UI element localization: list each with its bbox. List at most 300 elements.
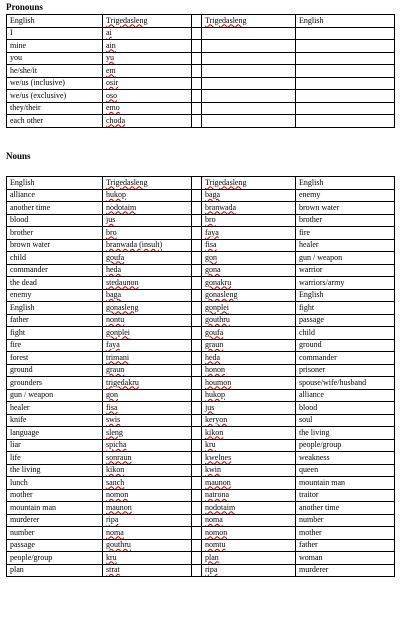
trigedasleng-cell (103, 252, 192, 265)
english-cell-text: he/she/it (10, 65, 38, 75)
trigedasleng-cell-text: nomon (106, 490, 129, 500)
column-header-label: English (299, 177, 324, 187)
trigedasleng-cell (202, 202, 296, 215)
spacer-cell (192, 564, 202, 577)
table-row (7, 252, 395, 265)
trigedasleng-cell (202, 489, 296, 502)
trigedasleng-cell-text: fisa (106, 402, 118, 412)
english-cell (296, 377, 395, 390)
table-row (7, 27, 395, 40)
spacer-cell (192, 40, 202, 53)
trigedasleng-cell (202, 115, 296, 128)
trigedasleng-cell-text: ripa (106, 515, 119, 525)
english-cell-text: English (10, 302, 35, 312)
trigedasleng-cell (202, 414, 296, 427)
english-cell-text: brother (10, 227, 34, 237)
english-cell (296, 277, 395, 290)
english-cell (7, 102, 103, 115)
english-cell (7, 314, 103, 327)
trigedasleng-cell (103, 352, 192, 365)
spacer-cell (192, 514, 202, 527)
column-header (296, 15, 395, 28)
trigedasleng-cell (103, 527, 192, 540)
trigedasleng-cell-text: gona (205, 265, 221, 275)
table-row (7, 339, 395, 352)
trigedasleng-cell-text: noma (106, 527, 124, 537)
table-row (7, 539, 395, 552)
spacer-cell (192, 214, 202, 227)
trigedasleng-cell (202, 352, 296, 365)
trigedasleng-cell-text: hukop (205, 390, 225, 400)
english-cell-text: the dead (10, 277, 37, 287)
english-cell (7, 514, 103, 527)
trigedasleng-cell (103, 189, 192, 202)
column-header-label: English (10, 15, 35, 25)
english-cell-text: mountain man (10, 502, 56, 512)
trigedasleng-cell (202, 52, 296, 65)
trigedasleng-cell (103, 439, 192, 452)
spacer-cell (192, 102, 202, 115)
english-cell-text: mine (10, 40, 26, 50)
english-cell (296, 202, 395, 215)
nouns-section-title: Nouns (6, 151, 31, 161)
english-cell (296, 427, 395, 440)
english-cell-text: enemy (299, 190, 321, 200)
table-row (7, 90, 395, 103)
trigedasleng-cell-text: gon (106, 390, 118, 400)
english-cell-text: people/group (10, 552, 53, 562)
trigedasleng-cell (202, 102, 296, 115)
english-cell-text: commander (10, 265, 48, 275)
trigedasleng-cell-text: gouthru (106, 540, 131, 550)
spacer-cell (192, 389, 202, 402)
trigedasleng-cell-text: stedaunon (106, 277, 139, 287)
english-cell (7, 477, 103, 490)
english-cell (296, 439, 395, 452)
english-cell (296, 77, 395, 90)
trigedasleng-cell-text: kwelnes (205, 452, 232, 462)
english-cell (296, 352, 395, 365)
english-cell (7, 115, 103, 128)
spacer-cell (192, 502, 202, 515)
english-cell (7, 289, 103, 302)
english-cell (7, 277, 103, 290)
english-cell-text: life (10, 452, 21, 462)
english-cell (7, 90, 103, 103)
trigedasleng-cell (103, 327, 192, 340)
trigedasleng-cell-text: ain (106, 40, 116, 50)
trigedasleng-cell (202, 514, 296, 527)
table-row (7, 439, 395, 452)
table-row (7, 389, 395, 402)
english-cell-text: language (10, 427, 39, 437)
english-cell (7, 414, 103, 427)
spacer-cell (192, 115, 202, 128)
trigedasleng-cell-text: kwin (205, 465, 221, 475)
english-cell (296, 90, 395, 103)
trigedasleng-cell-text: emo (106, 103, 120, 113)
english-cell (296, 414, 395, 427)
english-cell-text: blood (299, 402, 318, 412)
table-row (7, 377, 395, 390)
english-cell-text: commander (299, 352, 337, 362)
english-cell (7, 27, 103, 40)
trigedasleng-cell-text: plan (205, 552, 219, 562)
english-cell-text: murderer (299, 565, 329, 575)
english-cell (7, 40, 103, 53)
trigedasleng-cell (202, 214, 296, 227)
trigedasleng-cell (103, 402, 192, 415)
english-cell-text: number (10, 527, 35, 537)
english-cell (296, 27, 395, 40)
english-cell (296, 514, 395, 527)
table-row (7, 214, 395, 227)
english-cell-text: mother (10, 490, 33, 500)
table-row (7, 52, 395, 65)
english-cell (296, 452, 395, 465)
english-cell-text: gun / weapon (10, 390, 54, 400)
table-row (7, 527, 395, 540)
trigedasleng-cell (103, 65, 192, 78)
column-header-label: Trigedasleng (106, 15, 148, 25)
table-row (7, 452, 395, 465)
table-row (7, 502, 395, 515)
trigedasleng-cell-text: trimani (106, 352, 130, 362)
english-cell-text: another time (10, 202, 51, 212)
english-cell (7, 264, 103, 277)
spacer-cell (192, 52, 202, 65)
column-header (7, 177, 103, 190)
trigedasleng-cell (202, 289, 296, 302)
english-cell (296, 252, 395, 265)
english-cell (296, 189, 395, 202)
english-cell-text: enemy (10, 290, 32, 300)
column-header (296, 177, 395, 190)
trigedasleng-cell-text: nomon (205, 527, 228, 537)
english-cell-text: ground (299, 340, 322, 350)
english-cell (296, 289, 395, 302)
trigedasleng-cell (202, 189, 296, 202)
trigedasleng-cell-text: yu (106, 53, 114, 63)
trigedasleng-cell-text: nontu (106, 315, 125, 325)
trigedasleng-cell-text: gonasleng (205, 290, 238, 300)
english-cell-text: child (10, 252, 26, 262)
english-cell (296, 539, 395, 552)
trigedasleng-cell-text: graun (205, 340, 224, 350)
trigedasleng-cell (202, 277, 296, 290)
english-cell-text: healer (10, 402, 30, 412)
english-cell-text: brown water (10, 240, 51, 250)
trigedasleng-cell (103, 464, 192, 477)
english-cell (296, 239, 395, 252)
english-cell-text: people/group (299, 440, 342, 450)
column-header (103, 15, 192, 28)
english-cell-text: lunch (10, 477, 28, 487)
english-cell-text: woman (299, 552, 323, 562)
trigedasleng-cell (103, 302, 192, 315)
english-cell-text: we/us (exclusive) (10, 90, 67, 100)
english-cell-text: warrior (299, 265, 323, 275)
english-cell (296, 40, 395, 53)
english-cell-text: another time (299, 502, 340, 512)
trigedasleng-cell (103, 477, 192, 490)
table-row (7, 489, 395, 502)
trigedasleng-cell (202, 314, 296, 327)
spacer-cell (192, 352, 202, 365)
english-cell-text: English (299, 290, 324, 300)
trigedasleng-cell-text: goufa (106, 252, 125, 262)
english-cell-text: mountain man (299, 477, 345, 487)
english-cell (7, 189, 103, 202)
english-cell-text: fire (299, 227, 311, 237)
english-cell-text: fight (10, 327, 26, 337)
english-cell (296, 302, 395, 315)
trigedasleng-cell (202, 389, 296, 402)
english-cell-text: blood (10, 215, 29, 225)
trigedasleng-cell (202, 439, 296, 452)
english-cell (7, 564, 103, 577)
trigedasleng-cell-text: sonraun (106, 452, 132, 462)
table-row (7, 414, 395, 427)
spacer-cell (192, 464, 202, 477)
trigedasleng-cell (103, 514, 192, 527)
table-row (7, 277, 395, 290)
spacer-cell (192, 227, 202, 240)
trigedasleng-cell (202, 364, 296, 377)
english-cell-text: father (299, 540, 318, 550)
english-cell-text: alliance (299, 390, 324, 400)
spacer-cell (192, 364, 202, 377)
trigedasleng-cell-text: kikon (106, 465, 125, 475)
column-header (202, 177, 296, 190)
english-cell-text: weakness (299, 452, 330, 462)
pronouns-section-title: Pronouns (6, 2, 43, 12)
spacer-cell (192, 252, 202, 265)
trigedasleng-cell-text: bro (205, 215, 216, 225)
table-row (7, 402, 395, 415)
english-cell (7, 339, 103, 352)
trigedasleng-cell (202, 502, 296, 515)
trigedasleng-cell-text: fisa (205, 240, 217, 250)
trigedasleng-cell (103, 227, 192, 240)
trigedasleng-cell-text: gonplei (205, 302, 229, 312)
trigedasleng-cell-text: kru (205, 440, 216, 450)
trigedasleng-cell-text: ripa (205, 565, 218, 575)
spacer-cell (192, 239, 202, 252)
spacer-cell (192, 189, 202, 202)
english-cell-text: number (299, 515, 324, 525)
trigedasleng-cell (103, 239, 192, 252)
trigedasleng-cell-text: heda (106, 265, 122, 275)
trigedasleng-cell-text: em (106, 65, 116, 75)
english-cell (296, 464, 395, 477)
english-cell (7, 252, 103, 265)
column-header-label: Trigedasleng (205, 15, 247, 25)
spacer-cell (192, 377, 202, 390)
english-cell-text: the living (299, 427, 330, 437)
trigedasleng-cell-text: nomtu (205, 540, 226, 550)
trigedasleng-cell (103, 289, 192, 302)
trigedasleng-cell-text: ai (106, 28, 112, 38)
table-row (7, 477, 395, 490)
trigedasleng-cell (103, 52, 192, 65)
trigedasleng-cell-text: jus (106, 215, 116, 225)
trigedasleng-cell (103, 40, 192, 53)
trigedasleng-cell (202, 427, 296, 440)
trigedasleng-cell-text: gonplei (106, 327, 130, 337)
table-row (7, 239, 395, 252)
english-cell-text: brother (299, 215, 323, 225)
english-cell (296, 102, 395, 115)
english-cell (7, 377, 103, 390)
english-cell (7, 214, 103, 227)
trigedasleng-cell (103, 552, 192, 565)
english-cell-text: brown water (299, 202, 340, 212)
table-row (7, 77, 395, 90)
trigedasleng-cell-text: keryon (205, 415, 228, 425)
english-cell (7, 427, 103, 440)
english-cell-text: mother (299, 527, 322, 537)
english-cell-text: we/us (inclusive) (10, 78, 65, 88)
trigedasleng-cell (103, 314, 192, 327)
trigedasleng-cell (103, 502, 192, 515)
english-cell (296, 527, 395, 540)
spacer-cell (192, 65, 202, 78)
table-row (7, 65, 395, 78)
trigedasleng-cell (103, 539, 192, 552)
spacer-cell (192, 277, 202, 290)
trigedasleng-cell-text: noma (205, 515, 223, 525)
table-row (7, 464, 395, 477)
trigedasleng-cell (202, 65, 296, 78)
spacer-cell (192, 27, 202, 40)
english-cell (296, 564, 395, 577)
english-cell (296, 552, 395, 565)
english-cell-text: gun / weapon (299, 252, 343, 262)
trigedasleng-cell (202, 239, 296, 252)
trigedasleng-cell (103, 214, 192, 227)
table-row (7, 552, 395, 565)
trigedasleng-cell (103, 427, 192, 440)
trigedasleng-cell (202, 564, 296, 577)
trigedasleng-cell (103, 414, 192, 427)
trigedasleng-cell-text: graun (106, 365, 125, 375)
english-cell (296, 389, 395, 402)
spacer-cell (192, 552, 202, 565)
trigedasleng-cell-text: gonakru (205, 277, 232, 287)
english-cell (7, 527, 103, 540)
trigedasleng-cell-text: osir (106, 78, 118, 88)
english-cell (7, 202, 103, 215)
trigedasleng-cell (103, 564, 192, 577)
trigedasleng-cell-text: goufa (205, 327, 224, 337)
english-cell-text: fire (10, 340, 22, 350)
english-cell (296, 489, 395, 502)
trigedasleng-cell-text: trigedakru (106, 377, 139, 387)
trigedasleng-cell-text: nodotaim (106, 202, 137, 212)
english-cell-text: they/their (10, 103, 41, 113)
english-cell-text: alliance (10, 190, 35, 200)
english-cell-text: ground (10, 365, 33, 375)
table-row (7, 227, 395, 240)
table-row (7, 364, 395, 377)
english-cell-text: prisoner (299, 365, 326, 375)
trigedasleng-cell-text: maunon (205, 477, 231, 487)
trigedasleng-cell (202, 477, 296, 490)
spacer-cell (192, 527, 202, 540)
trigedasleng-cell (202, 402, 296, 415)
trigedasleng-cell (103, 27, 192, 40)
trigedasleng-cell-text: jus (205, 402, 215, 412)
trigedasleng-cell (103, 377, 192, 390)
english-cell (296, 52, 395, 65)
english-cell (7, 239, 103, 252)
english-cell-text: traitor (299, 490, 319, 500)
trigedasleng-cell-text: strat (106, 565, 120, 575)
trigedasleng-cell (202, 302, 296, 315)
trigedasleng-cell (103, 489, 192, 502)
trigedasleng-cell (202, 90, 296, 103)
spacer-cell (192, 302, 202, 315)
english-cell-text: each other (10, 115, 44, 125)
english-cell (296, 115, 395, 128)
english-cell (7, 327, 103, 340)
spacer-cell (192, 15, 202, 28)
english-cell-text: liar (10, 440, 21, 450)
english-cell-text: warriors/army (299, 277, 345, 287)
english-cell-text: queen (299, 465, 319, 475)
english-cell-text: father (10, 315, 29, 325)
trigedasleng-cell (202, 452, 296, 465)
table-row (7, 189, 395, 202)
english-cell (296, 264, 395, 277)
trigedasleng-cell (103, 77, 192, 90)
trigedasleng-cell-text: branwada (insult) (106, 240, 163, 250)
trigedasleng-cell (202, 40, 296, 53)
english-cell (7, 439, 103, 452)
table-row (7, 514, 395, 527)
table-row (7, 115, 395, 128)
table-row (7, 289, 395, 302)
trigedasleng-cell-text: gonasleng (106, 302, 139, 312)
trigedasleng-cell-text: sleng (106, 427, 123, 437)
english-cell-text: grounders (10, 377, 42, 387)
trigedasleng-cell-text: gouthru (205, 315, 230, 325)
spacer-cell (192, 77, 202, 90)
english-cell-text: I (10, 28, 13, 38)
table-row (7, 264, 395, 277)
trigedasleng-cell (202, 227, 296, 240)
english-cell (7, 302, 103, 315)
english-cell-text: murderer (10, 515, 40, 525)
english-cell (7, 402, 103, 415)
english-cell-text: spouse/wife/husband (299, 377, 367, 387)
spacer-cell (192, 402, 202, 415)
table-row (7, 40, 395, 53)
trigedasleng-cell-text: kikon (205, 427, 224, 437)
english-cell-text: plan (10, 565, 24, 575)
spacer-cell (192, 439, 202, 452)
spacer-cell (192, 489, 202, 502)
trigedasleng-cell (103, 102, 192, 115)
trigedasleng-cell-text: gon (205, 252, 217, 262)
trigedasleng-cell-text: maunon (106, 502, 132, 512)
trigedasleng-cell (202, 77, 296, 90)
column-header (202, 15, 296, 28)
trigedasleng-cell (103, 389, 192, 402)
trigedasleng-cell (103, 452, 192, 465)
nouns-table (6, 176, 395, 577)
